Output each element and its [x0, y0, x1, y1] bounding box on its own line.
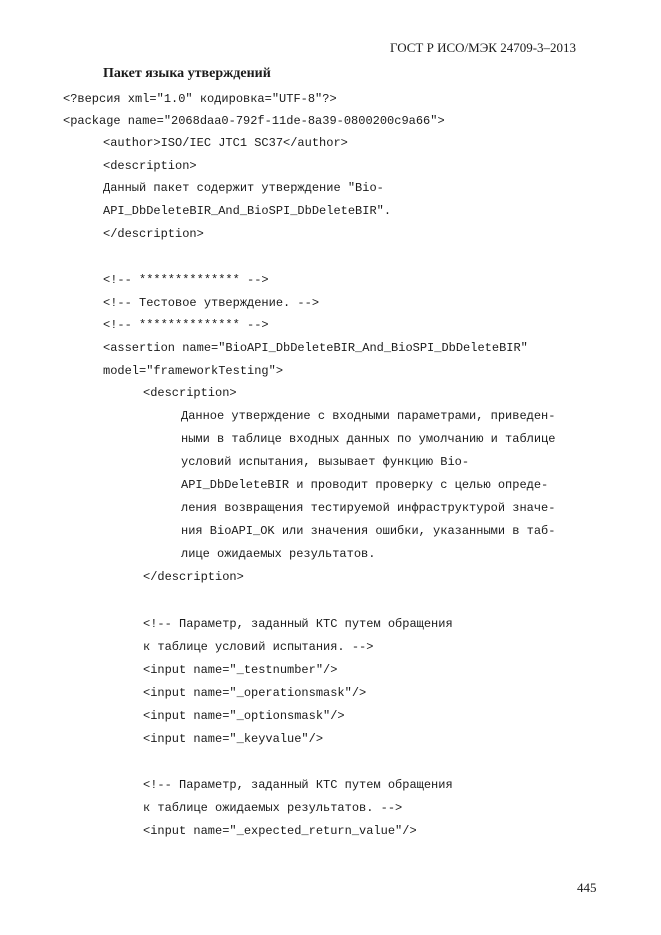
code-line: <input name="_keyvalue"/> — [143, 732, 324, 746]
code-line: ния BioAPI_OK или значения ошибки, указанными в таб- — [181, 524, 556, 538]
code-line: к таблице ожидаемых результатов. --> — [143, 801, 403, 815]
code-line: <!-- ************** --> — [103, 273, 269, 287]
code-line: лице ожидаемых результатов. — [181, 547, 376, 561]
section-title: Пакет языка утверждений — [103, 66, 271, 81]
code-line: <assertion name="BioAPI_DbDeleteBIR_And_BioSPI_DbDeleteBIR" — [103, 341, 528, 355]
code-line: <!-- Параметр, заданный КТС путем обращения — [143, 778, 453, 792]
code-line: <!-- ************** --> — [103, 318, 269, 332]
code-line: API_DbDeleteBIR_And_BioSPI_DbDeleteBIR". — [103, 204, 392, 218]
code-line: <author>ISO/IEC JTC1 SC37</author> — [103, 136, 348, 150]
code-line: <!-- Параметр, заданный КТС путем обращения — [143, 617, 453, 631]
code-line: к таблице условий испытания. --> — [143, 640, 374, 654]
code-line: <!-- Тестовое утверждение. --> — [103, 296, 320, 310]
code-line: <input name="_operationsmask"/> — [143, 686, 367, 700]
code-line: ными в таблице входных данных по умолчанию и таблице — [181, 432, 556, 446]
document-header: ГОСТ Р ИСО/МЭК 24709-3–2013 — [390, 40, 577, 55]
code-line: <?версия xml="1.0" кодировка="UTF-8"?> — [63, 92, 337, 106]
code-line: <input name="_expected_return_value"/> — [143, 824, 417, 838]
code-line: API_DbDeleteBIR и проводит проверку с целью опреде- — [181, 478, 549, 492]
code-line: <input name="_testnumber"/> — [143, 663, 338, 677]
code-line: условий испытания, вызывает функцию Bio- — [181, 455, 470, 469]
page-number: 445 — [577, 880, 597, 895]
code-line: ления возвращения тестируемой инфраструктурой значе- — [181, 501, 556, 515]
code-line: </description> — [103, 227, 204, 241]
code-line: Данное утверждение с входными параметрами, приведен- — [181, 409, 556, 423]
code-line: <package name="2068daa0-792f-11de-8a39-0800200c9a66"> — [63, 114, 445, 128]
code-line: model="frameworkTesting"> — [103, 364, 284, 378]
code-line: Данный пакет содержит утверждение "Bio- — [103, 181, 384, 195]
code-line: </description> — [143, 570, 244, 584]
code-line: <input name="_optionsmask"/> — [143, 709, 345, 723]
code-line: <description> — [103, 159, 197, 173]
code-line: <description> — [143, 386, 237, 400]
